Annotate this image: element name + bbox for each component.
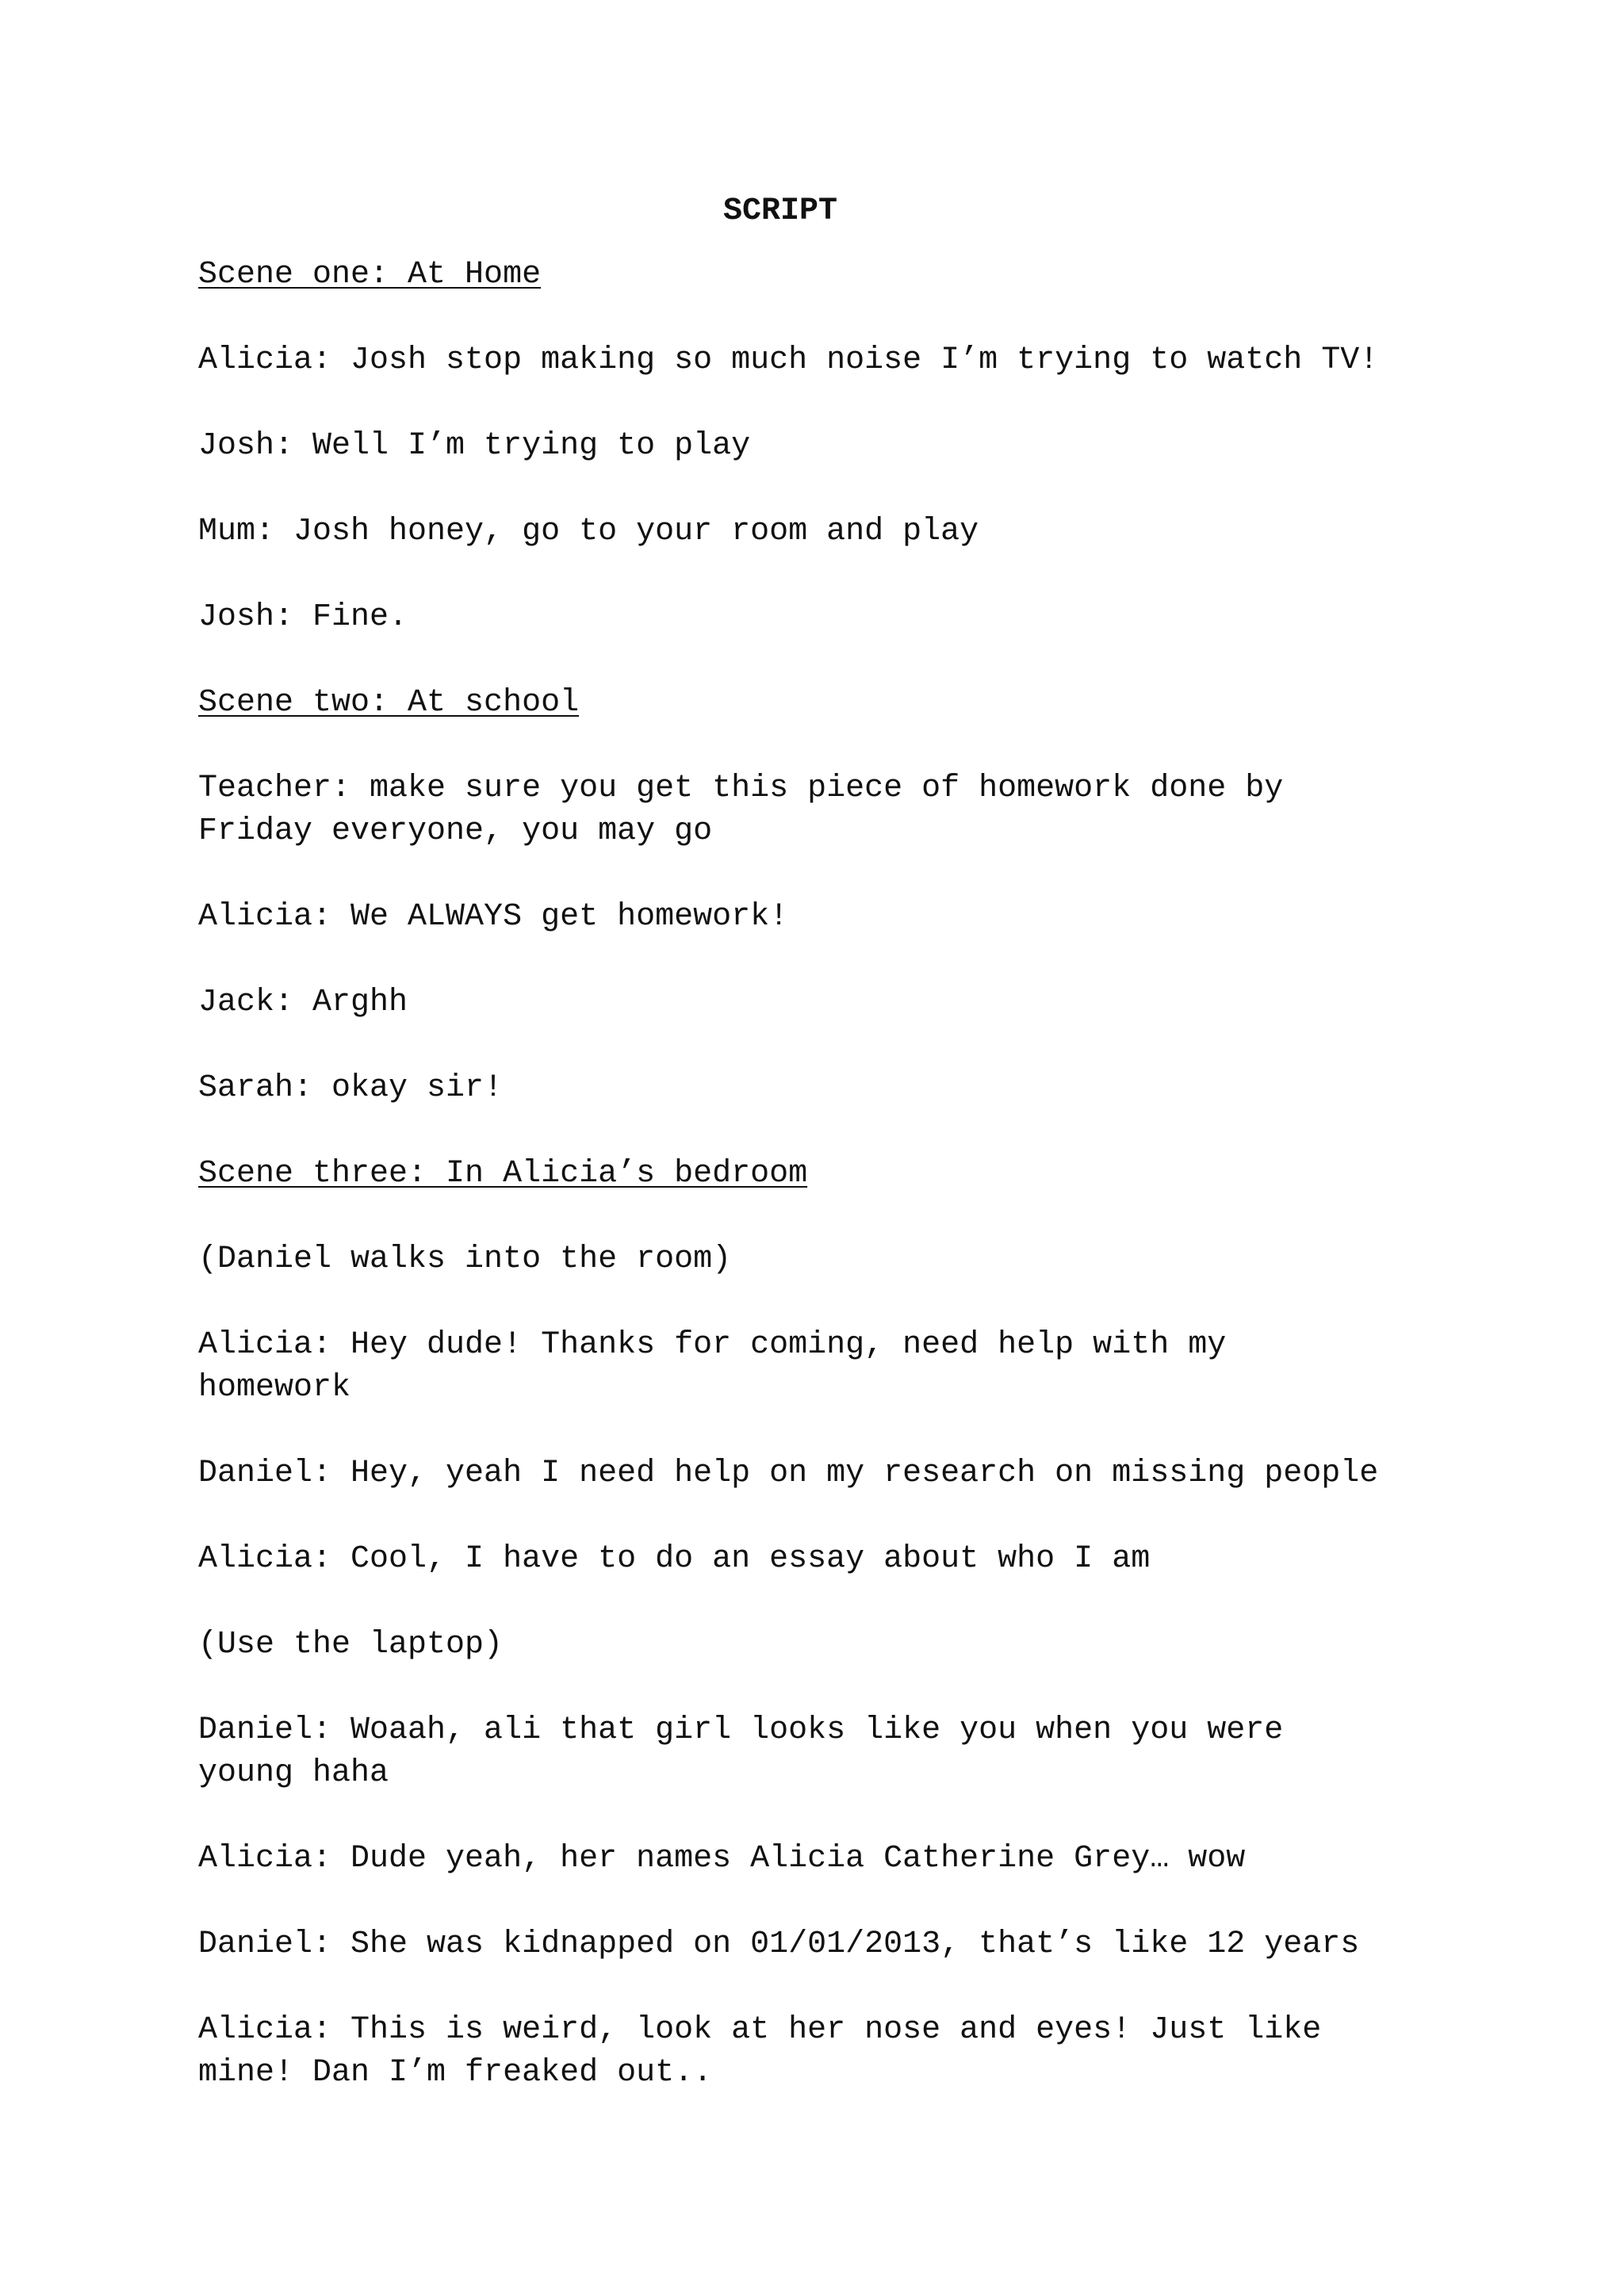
dialogue-line: Josh: Well I’m trying to play	[198, 428, 751, 464]
document-title-text: SCRIPT	[722, 193, 838, 229]
dialogue-line: Teacher: make sure you get this piece of homework done by Friday everyone, you may go	[198, 771, 1284, 849]
dialogue-line: Daniel: Woaah, ali that girl looks like you when you were young haha	[198, 1712, 1284, 1791]
dialogue-line: Daniel: Hey, yeah I need help on my research on missing people	[198, 1456, 1379, 1491]
dialogue-line: Alicia: Cool, I have to do an essay about who I am	[198, 1541, 1151, 1577]
document-title	[0, 193, 1624, 229]
dialogue-line: Alicia: We ALWAYS get homework!	[198, 899, 789, 935]
dialogue-line: Alicia: This is weird, look at her nose and eyes! Just like mine! Dan I’m freaked out..	[198, 2012, 1322, 2091]
dialogue-line: Alicia: Hey dude! Thanks for coming, need help with my homework	[198, 1327, 1227, 1406]
dialogue-line: Mum: Josh honey, go to your room and play	[198, 514, 979, 549]
scene-heading-text: Scene three: In Alicia’s bedroom	[198, 1156, 808, 1192]
script-body	[198, 254, 1483, 2137]
scene-heading	[198, 254, 1483, 297]
dialogue-line: Josh: Fine.	[198, 599, 408, 635]
scene-heading-text: Scene two: At school	[198, 685, 580, 721]
dialogue-line: Alicia: Dude yeah, her names Alicia Catherine Grey… wow	[198, 1841, 1246, 1877]
scene-heading	[198, 682, 1483, 725]
dialogue-line: Sarah: okay sir!	[198, 1070, 504, 1106]
dialogue-line: Daniel: She was kidnapped on 01/01/2013, that’s like 12 years	[198, 1927, 1360, 1962]
stage-direction: (Use the laptop)	[198, 1627, 504, 1663]
scene-heading-text: Scene one: At Home	[198, 257, 542, 293]
scene-heading	[198, 1153, 1483, 1196]
dialogue-line: Alicia: Josh stop making so much noise I’m trying to watch TV!	[198, 342, 1379, 378]
dialogue-line: Jack: Arghh	[198, 985, 408, 1020]
stage-direction: (Daniel walks into the room)	[198, 1242, 732, 1277]
